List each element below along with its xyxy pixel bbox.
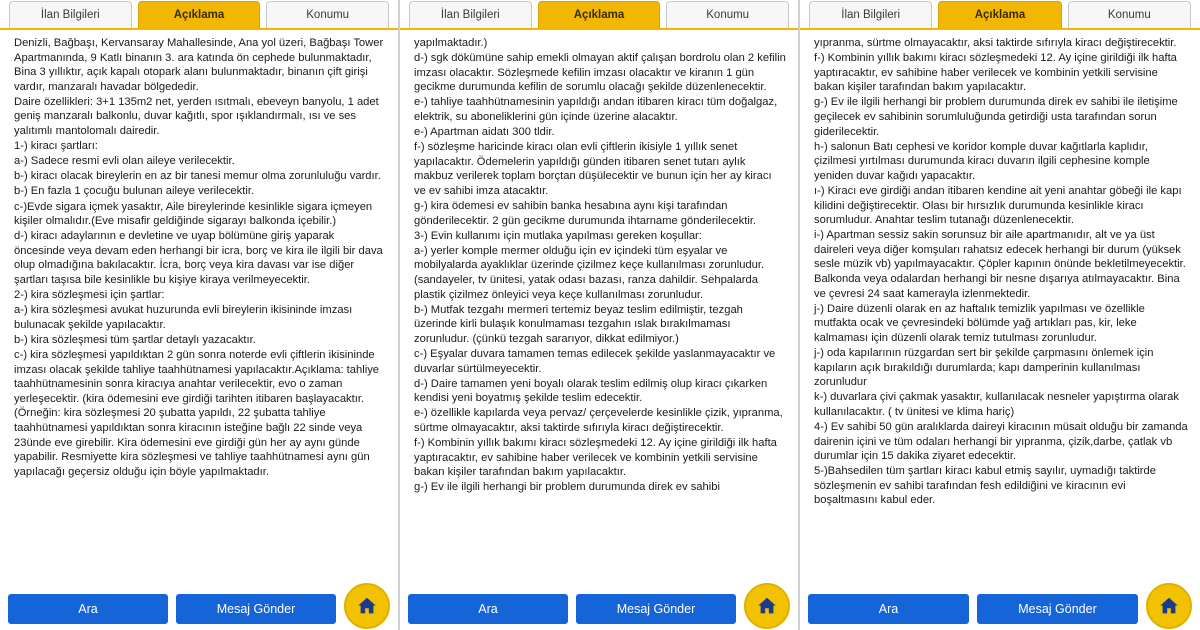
call-button[interactable]: Ara [8, 594, 168, 624]
tab-konumu[interactable]: Konumu [266, 1, 389, 28]
home-icon [756, 595, 778, 617]
paragraph: h-) salonun Batı cephesi ve koridor komple duvar kağıtlarla kaplıdır, çizilmesi yırtılması durumunda kiracı duvarın ilgili cephesine komple yeniden duvar kağıdı yapacaktır. [814, 140, 1150, 182]
call-button[interactable]: Ara [808, 594, 969, 624]
paragraph: 3-) Evin kullanımı için mutlaka yapılması gereken koşullar: [414, 229, 702, 242]
description-text-2[interactable] [400, 32, 798, 588]
paragraph: c-) Eşyalar duvara tamamen temas edilecek şekilde yaslanmayacaktır ve duvarlar sürtülmeyecektir. [414, 347, 776, 375]
send-message-button[interactable]: Mesaj Gönder [977, 594, 1138, 624]
paragraph: c-) kira sözleşmesi yapıldıktan 2 gün sonra noterde evli çiftlerin ikisininde imzası olacak şekilde tahliye taahhütnamesi yapılacaktır.Açıklama: tahliye taahhütnamesinin sonra kiracıya anahtar verilecektir, evo o zaman yerleşecektir. (kira ödemesini eve girdiği tarihten itibaren başlayacaktır. (Örneğin: kira sözleşmesi 20 şubatta yapıldı, 22 şubatta tahliye taahhütnamesi yapıldıktan sonra kiracının isteğine bağlı 22 sinde veya 23ünde eve girebilir. Kira ödemesini eve girdiği gün her ay aynı günde yapabilir. Resmiyette kira sözleşmesi ve tahliye taahhütnamesi aynı gün yapılacağı geçersiz olduğu için böyle yapılmaktadır. [14, 348, 380, 478]
action-bar [0, 588, 398, 630]
tab-aciklama[interactable]: Açıklama [138, 1, 261, 28]
paragraph: a-) kira sözleşmesi avukat huzurunda evli bireylerin ikisininde imzası bulunacak şekilde yapılacaktır. [14, 304, 353, 331]
paragraph: j-) oda kapılarının rüzgardan sert bir şekilde çarpmasını önlemek için kapıların açık bırakıldığı durumlarda; kapı damperinin kullanılması zorunludur [814, 346, 1154, 389]
paragraph: a-) yerler komple mermer olduğu için ev içindeki tüm eşyalar ve mobilyalarda ayaklıklar üzerinde çizilmez keçe kullanılması zorunludur. (sandayeler, tv ünitesi, yatak odası bazası, ranza dahildir. Sehpalarda plastik çizilmez önleyici veya keçe kullanılması zorunludur. [414, 244, 765, 301]
home-button[interactable] [344, 583, 390, 629]
paragraph: f-) Kombinin yıllık bakımı kiracı sözleşmedeki 12. Ay içine girildiği ilk hafta yaptıracaktır, ev sahibine haber verilecek ve kombinin yetkili servisine bakan kişiler tarafından bakım yapılacaktır. [814, 52, 1177, 94]
paragraph: Daire özellikleri: 3+1 135m2 net, yerden ısıtmalı, ebeveyn banyolu, 1 adet geniş manzaralı balkonlu, duvar kağıtlı, spor ışıklandırmalı, ısı ve ses yalıtımlı mantolomalı dairedir. [14, 95, 379, 138]
paragraph: i-) Apartman sessiz sakin sorunsuz bir aile apartmanıdır, alt ve ya üst daireleri veya diğer komşuları rahatsız edecek herhangi bir durum (yüksek sesle müzik vb) yapılmayacaktır. Çöpler kapının önünde bekletilmeyecektir. Balkonda veya odalardan herhangi bir nesne dışarıya atılmayacaktır. Bina ve çevresi 24 saat kamerayla izlenmektedir. [814, 229, 1186, 300]
tab-konumu[interactable]: Konumu [1068, 1, 1191, 28]
tab-bar [0, 0, 398, 30]
home-button[interactable] [744, 583, 790, 629]
paragraph: e-) Apartman aidatı 300 tldir. [414, 126, 555, 139]
action-bar [400, 588, 798, 630]
app-screen-3 [800, 0, 1200, 630]
paragraph: b-) kira sözleşmesi tüm şartlar detaylı yazacaktır. [14, 333, 256, 346]
send-message-button[interactable]: Mesaj Gönder [176, 594, 336, 624]
paragraph: b-) kiracı olacak bireylerin en az bir tanesi memur olma zorunluluğu vardır. [14, 170, 381, 183]
tab-aciklama[interactable]: Açıklama [538, 1, 661, 28]
paragraph: j-) Daire düzenli olarak en az haftalık temizlik yapılması ve özellikle mutfakta ocak ve çevresindeki bölümde yağ artıkları pas, kir, leke kalmaması için düzenli olarak temiz tutulması zorunludur. [814, 302, 1145, 344]
tab-konumu[interactable]: Konumu [666, 1, 789, 28]
paragraph: g-) Ev ile ilgili herhangi bir problem durumunda direk ev sahibi ile iletişime geçilecek ev sahibinin sorumluluğunda getirdiği usta tarafından sorun giderilecektir. [814, 96, 1178, 138]
paragraph: g-) kira ödemesi ev sahibin banka hesabına aynı kişi tarafından gönderilecektir. 2 gün gecikme durumunda ihtarname gönderilecektir. [414, 200, 757, 227]
paragraph: a-) Sadece resmi evli olan aileye verilecektir. [14, 155, 235, 168]
tab-ilan-bilgileri[interactable]: İlan Bilgileri [409, 1, 532, 28]
paragraph: e-) özellikle kapılarda veya pervaz/ çerçevelerde kesinlikle çizik, yıpranma, sürtme olmayacaktır, aksi taktirde sıfırıyla kiracı değiştirecektir. [414, 407, 783, 434]
paragraph: yapılmaktadır.) [414, 37, 488, 49]
paragraph: f-) Kombinin yıllık bakımı kiracı sözleşmedeki 12. Ay içine girildiği ilk hafta yaptıracaktır, ev sahibine haber verilecek ve kombinin yetkili servisine bakan kişiler tarafından bakım yapılacaktır. [414, 437, 777, 479]
paragraph: k-) duvarlara çivi çakmak yasaktır, kullanılacak nesneler yapıştırma olarak kullanılacaktır. ( tv ünitesi ve klima hariç) [814, 391, 1179, 418]
paragraph: b-) En fazla 1 çocuğu bulunan aileye verilecektir. [14, 185, 255, 198]
description-text-3[interactable] [800, 32, 1200, 588]
paragraph: d-) kiracı adaylarının e devletine ve uyap bölümüne giriş yaparak öncesinde veya devam eden herhangi bir icra, borç ve kira ile ilgili bir dava olup olmadığına bakılacaktır. İcra, borç veya kira davası var ise diğer şartları taşısa bile kesinlikle bu kişiye kiraya verilmeyecektir. [14, 230, 383, 286]
paragraph: d-) sgk dökümüne sahip emekli olmayan aktif çalışan bordrolu olan 2 kefilin imzası olacaktır. Sözleşmede kefilin imzası olacaktır ve kiranın 1 gün gecikme durumunda kefilin de sorumlu olacağı şekilde düzenlenecektir. [414, 52, 786, 94]
paragraph: g-) Ev ile ilgili herhangi bir problem durumunda direk ev sahibi [414, 481, 720, 494]
paragraph: f-) sözleşme haricinde kiracı olan evli çiftlerin ikisiyle 1 yıllık senet yapılacaktır. Ödemelerin yapıldığı günden itibaren senet tutarı aylık makbuz verilerek toplam borçtan düşülecektir ve bunun için her ay kiracı ve ev sahibi imza atacaktır. [414, 141, 772, 197]
paragraph: e-) tahliye taahhütnamesinin yapıldığı andan itibaren kiracı tüm doğalgaz, elektrik, su aboneliklerini gün içinde üzerine alacaktır. [414, 96, 778, 123]
app-screen-1 [0, 0, 400, 630]
paragraph: b-) Mutfak tezgahı mermeri tertemiz beyaz teslim edilmiştir, tezgah üzerinde kirli bulaşık konulmaması tezgahın ıslak bırakılmaması zorunludur. (çünkü tezgah sararıyor, dikkat edilmiyor.) [414, 303, 743, 345]
paragraph: c-)Evde sigara içmek yasaktır, Aile bireylerinde kesinlikle sigara içmeyen kişiler olmalıdır.(Eve misafir geldiğinde sigarayı balkonda içebilir.) [14, 200, 373, 228]
paragraph: 4-) Ev sahibi 50 gün aralıklarda daireyi kiracının müsait olduğu bir zamanda dairenin içini ve tüm odaları herhangi bir yıpranma, çizik,darbe, çatlak vb durumlar için 15 dakika ziyaret edecektir. [814, 420, 1188, 463]
paragraph: Denizli, Bağbaşı, Kervansaray Mahallesinde, Ana yol üzeri, Bağbaşı Tower Apartmanında, 9 Katlı binanın 3. ara katında ön cephede bulunmaktadır, Bina 3 yıllıktır, açık kapalı otopark alanı bulunmaktadır, binanın çift girişi vardır, manzaralı havadar bölgededir. [14, 37, 384, 93]
tab-ilan-bilgileri[interactable]: İlan Bilgileri [9, 1, 132, 28]
paragraph: d-) Daire tamamen yeni boyalı olarak teslim edilmiş olup kiracı çıkarken kendisi yeni boyatmış şekilde teslim edecektir. [414, 377, 768, 405]
tab-bar [400, 0, 798, 30]
send-message-button[interactable]: Mesaj Gönder [576, 594, 736, 624]
home-button[interactable] [1146, 583, 1192, 629]
tab-aciklama[interactable]: Açıklama [938, 1, 1061, 28]
home-icon [1158, 595, 1180, 617]
paragraph: yıpranma, sürtme olmayacaktır, aksi taktirde sıfırıyla kiracı değiştirecektir. [814, 37, 1177, 49]
action-bar [800, 588, 1200, 630]
paragraph: 5-)Bahsedilen tüm şartları kiracı kabul etmiş sayılır, uymadığı taktirde sözleşmenin ev sahibi tarafından fesh edildiğini ve kiracının evi boşaltmasını kabul eder. [814, 465, 1156, 507]
paragraph: 2-) kira sözleşmesi için şartlar: [14, 289, 165, 302]
home-icon [356, 595, 378, 617]
paragraph: ı-) Kiracı eve girdiği andan itibaren kendine ait yeni anahtar göbeği ile kapı kilidini değiştirecektir. Olası bir hırsızlık durumunda kesinlikle kiracı sorumludur. Anahtar teslim tutanağı düzenlenecektir. [814, 184, 1182, 227]
tab-ilan-bilgileri[interactable]: İlan Bilgileri [809, 1, 932, 28]
app-screen-2 [400, 0, 800, 630]
paragraph: 1-) kiracı şartları: [14, 140, 98, 153]
tab-bar [800, 0, 1200, 30]
description-text-1[interactable] [0, 32, 398, 588]
call-button[interactable]: Ara [408, 594, 568, 624]
